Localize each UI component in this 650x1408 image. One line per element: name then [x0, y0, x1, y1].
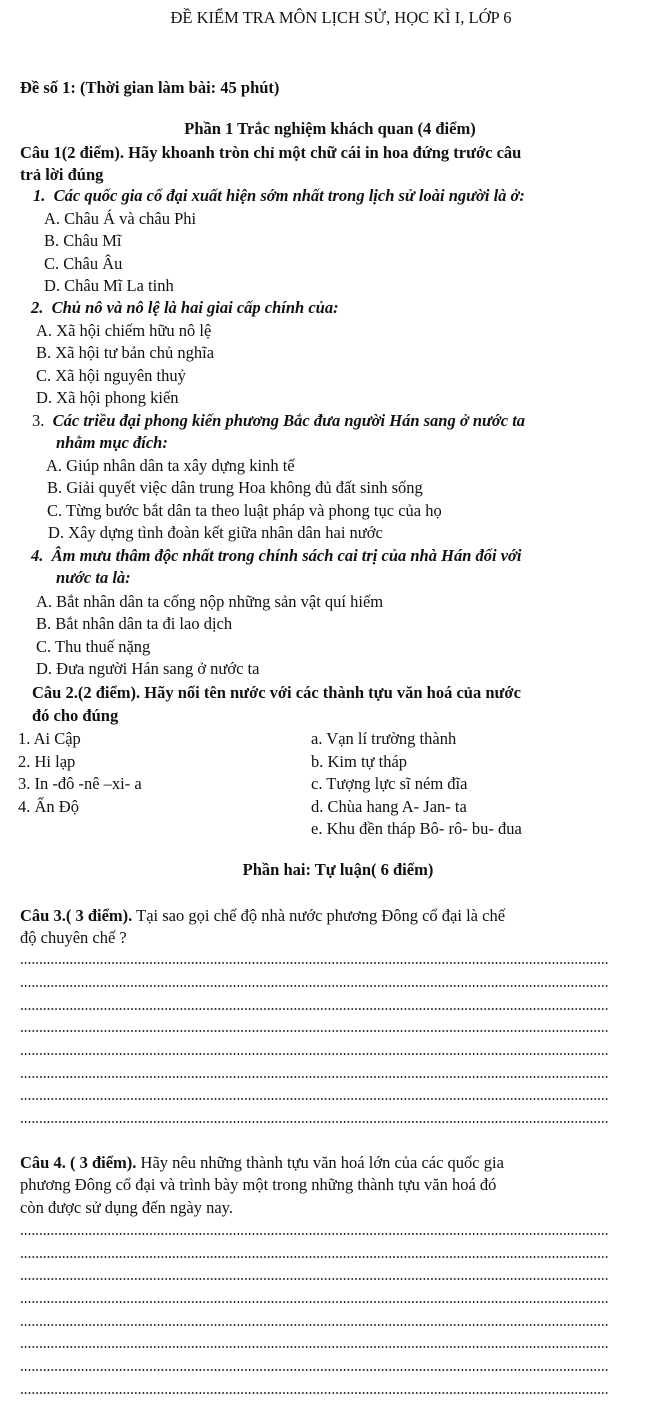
achievement-item: d. Chùa hang A- Jan- ta [311, 797, 467, 816]
q4-text: Hãy nêu những thành tựu văn hoá lớn của các quốc gia [136, 1153, 504, 1172]
mcq-option[interactable]: C. Châu Âu [44, 254, 123, 273]
answer-line[interactable] [20, 1392, 608, 1394]
mcq-option[interactable]: B. Châu Mĩ [44, 231, 122, 250]
q3-text: Tại sao gọi chế độ nhà nước phương Đông cổ đại là chế [132, 906, 506, 925]
mcq-option[interactable]: A. Châu Á và châu Phi [44, 209, 197, 228]
achievement-item: c. Tượng lực sĩ ném đĩa [311, 774, 468, 793]
exam-info: Đề số 1: (Thời gian làm bài: 45 phút) [20, 78, 280, 97]
mcq-option[interactable]: A. Xã hội chiếm hữu nô lệ [36, 321, 212, 340]
mcq-question-continued: nhằm mục đích: [56, 433, 168, 452]
answer-line[interactable] [20, 1346, 608, 1348]
answer-line[interactable] [20, 1098, 608, 1100]
q2-prompt-line2: đó cho đúng [32, 706, 119, 725]
mcq-item-1 [33, 186, 525, 206]
answer-line[interactable] [20, 1369, 608, 1371]
q4-label: Câu 4. ( 3 điểm). [20, 1153, 137, 1172]
answer-line[interactable] [20, 1233, 608, 1235]
country-item: 4. Ấn Độ [18, 797, 79, 816]
achievement-item: e. Khu đền tháp Bô- rô- bu- đua [311, 819, 522, 838]
country-item: 3. In -đô -nê –xi- a [18, 774, 142, 793]
mcq-item-3 [32, 411, 525, 431]
answer-line[interactable] [20, 1076, 608, 1078]
mcq-option[interactable]: C. Xã hội nguyên thuỷ [36, 366, 186, 385]
answer-line[interactable] [20, 1256, 608, 1258]
mcq-option[interactable]: D. Đưa người Hán sang ở nước ta [36, 659, 260, 678]
mcq-number: 1. [33, 186, 46, 205]
answer-line[interactable] [20, 1008, 608, 1010]
mcq-item-4 [31, 546, 521, 566]
mcq-question: Các quốc gia cổ đại xuất hiện sớm nhất trong lịch sử loài người là ở: [53, 186, 525, 205]
answer-line[interactable] [20, 1030, 608, 1032]
part1-heading: Phần 1 Trắc nghiệm khách quan (4 điểm) [184, 119, 476, 138]
q3-text-line1 [20, 906, 505, 926]
q1-prompt-line1: Câu 1(2 điểm). Hãy khoanh tròn chỉ một chữ cái in hoa đứng trước câu [20, 143, 522, 162]
achievement-item: b. Kim tự tháp [311, 752, 408, 771]
q4-text-line3: còn được sử dụng đến ngày nay. [20, 1198, 233, 1217]
mcq-question: Các triều đại phong kiến phương Bắc đưa người Hán sang ở nước ta [52, 411, 526, 430]
q2-prompt-line1: Câu 2.(2 điểm). Hãy nối tên nước với các thành tựu văn hoá của nước [32, 683, 521, 702]
mcq-option[interactable]: B. Bắt nhân dân ta đi lao dịch [36, 614, 233, 633]
q4-text-line1 [20, 1153, 504, 1173]
mcq-number: 4. [31, 546, 44, 565]
achievement-item: a. Vạn lí trường thành [311, 729, 457, 748]
mcq-option[interactable]: C. Thu thuế nặng [36, 637, 151, 656]
country-item: 1. Ai Cập [18, 729, 81, 748]
mcq-question: Âm mưu thâm độc nhất trong chính sách cai trị của nhà Hán đối với [51, 546, 522, 565]
answer-line[interactable] [20, 962, 608, 964]
mcq-option[interactable]: A. Bắt nhân dân ta cống nộp những sản vật quí hiếm [36, 592, 384, 611]
mcq-option[interactable]: D. Xã hội phong kiến [36, 388, 179, 407]
answer-line[interactable] [20, 1301, 608, 1303]
mcq-question: Chủ nô và nô lệ là hai giai cấp chính của: [51, 298, 339, 317]
mcq-number: 2. [31, 298, 44, 317]
answer-line[interactable] [20, 1121, 608, 1123]
mcq-option[interactable]: D. Xây dựng tình đoàn kết giữa nhân dân hai nước [48, 523, 383, 542]
answer-line[interactable] [20, 1278, 608, 1280]
mcq-option[interactable]: B. Giải quyết việc dân trung Hoa không đủ đất sinh sống [47, 478, 423, 497]
q4-text-line2: phương Đông cổ đại và trình bày một trong những thành tựu văn hoá đó [20, 1175, 497, 1194]
mcq-question-continued: nước ta là: [56, 568, 131, 587]
q3-label: Câu 3.( 3 điểm). [20, 906, 133, 925]
mcq-number: 3. [32, 411, 45, 430]
mcq-option[interactable]: D. Châu Mĩ La tinh [44, 276, 174, 295]
exam-title: ĐỀ KIỂM TRA MÔN LỊCH SỬ, HỌC KÌ I, LỚP 6 [170, 8, 512, 27]
country-item: 2. Hi lạp [18, 752, 76, 771]
answer-line[interactable] [20, 1324, 608, 1326]
answer-line[interactable] [20, 985, 608, 987]
answer-line[interactable] [20, 1053, 608, 1055]
mcq-option[interactable]: B. Xã hội tư bản chủ nghĩa [36, 343, 215, 362]
mcq-option[interactable]: C. Từng bước bắt dân ta theo luật pháp và phong tục của họ [47, 501, 442, 520]
q3-text-line2: độ chuyên chế ? [20, 928, 127, 947]
mcq-option[interactable]: A. Giúp nhân dân ta xây dựng kinh tế [46, 456, 295, 475]
mcq-item-2 [31, 298, 339, 318]
part2-heading: Phần hai: Tự luận( 6 điểm) [242, 860, 434, 879]
q1-prompt-line2: trả lời đúng [20, 165, 104, 184]
